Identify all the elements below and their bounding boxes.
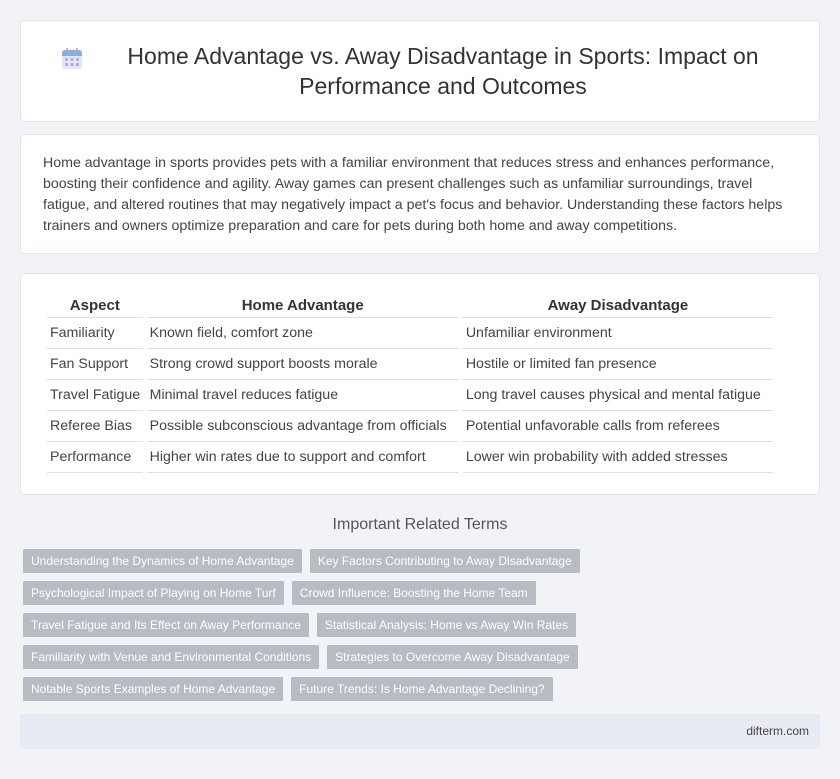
header-home-advantage: Home Advantage: [147, 294, 459, 318]
related-term-tag[interactable]: Key Factors Contributing to Away Disadvantage: [310, 549, 580, 573]
related-term-tag[interactable]: Notable Sports Examples of Home Advantage: [23, 677, 283, 701]
cell-home: Strong crowd support boosts morale: [147, 349, 459, 380]
related-term-tag[interactable]: Statistical Analysis: Home vs Away Win Rates: [317, 613, 576, 637]
related-term-tag[interactable]: Strategies to Overcome Away Disadvantage: [327, 645, 578, 669]
comparison-table: [43, 294, 777, 473]
table-row: [47, 318, 773, 349]
cell-home: Known field, comfort zone: [147, 318, 459, 349]
cell-aspect: Performance: [47, 442, 143, 473]
cell-away: Potential unfavorable calls from referees: [463, 411, 773, 442]
cell-away: Long travel causes physical and mental fatigue: [463, 380, 773, 411]
cell-aspect: Familiarity: [47, 318, 143, 349]
related-term-tag[interactable]: Understanding the Dynamics of Home Advantage: [23, 549, 302, 573]
cell-aspect: Fan Support: [47, 349, 143, 380]
related-term-tag[interactable]: Familiarity with Venue and Environmental Conditions: [23, 645, 319, 669]
related-term-tag[interactable]: Travel Fatigue and Its Effect on Away Performance: [23, 613, 309, 637]
related-term-tag[interactable]: Psychological Impact of Playing on Home Turf: [23, 581, 284, 605]
cell-aspect: Travel Fatigue: [47, 380, 143, 411]
intro-text: Home advantage in sports provides pets with a familiar environment that reduces stress and enhances performance, boosting their confidence and agility. Away games can present challenges such as unfamiliar surroundings, travel fatigue, and altered routines that may negatively impact a pet's focus and behavior. Understanding these factors helps trainers and owners optimize preparation and care for pets during both home and away competitions.: [43, 155, 783, 234]
header-inner: [60, 41, 780, 101]
footer-site-link[interactable]: difterm.com: [746, 724, 809, 738]
cell-home: Possible subconscious advantage from officials: [147, 411, 459, 442]
page-title: Home Advantage vs. Away Disadvantage in Sports: Impact on Performance and Outcomes: [127, 43, 759, 99]
header-away-disadvantage: Away Disadvantage: [463, 294, 773, 318]
comparison-table-card: [20, 273, 820, 495]
related-terms-list: [23, 549, 823, 709]
table-row: [47, 442, 773, 473]
header-aspect: Aspect: [47, 294, 143, 318]
table-row: [47, 349, 773, 380]
cell-away: Unfamiliar environment: [463, 318, 773, 349]
cell-aspect: Referee Bias: [47, 411, 143, 442]
cell-home: Minimal travel reduces fatigue: [147, 380, 459, 411]
table-row: [47, 380, 773, 411]
table-row: [47, 411, 773, 442]
cell-home: Higher win rates due to support and comfort: [147, 442, 459, 473]
cell-away: Lower win probability with added stresses: [463, 442, 773, 473]
related-term-tag[interactable]: Future Trends: Is Home Advantage Declining?: [291, 677, 552, 701]
related-terms-title: Important Related Terms: [332, 516, 508, 533]
footer: [20, 714, 820, 749]
header-card: [20, 20, 820, 122]
related-term-tag[interactable]: Crowd Influence: Boosting the Home Team: [292, 581, 536, 605]
calendar-icon: [60, 47, 84, 71]
table-header-row: [47, 294, 773, 318]
cell-away: Hostile or limited fan presence: [463, 349, 773, 380]
intro-card: [20, 134, 820, 254]
